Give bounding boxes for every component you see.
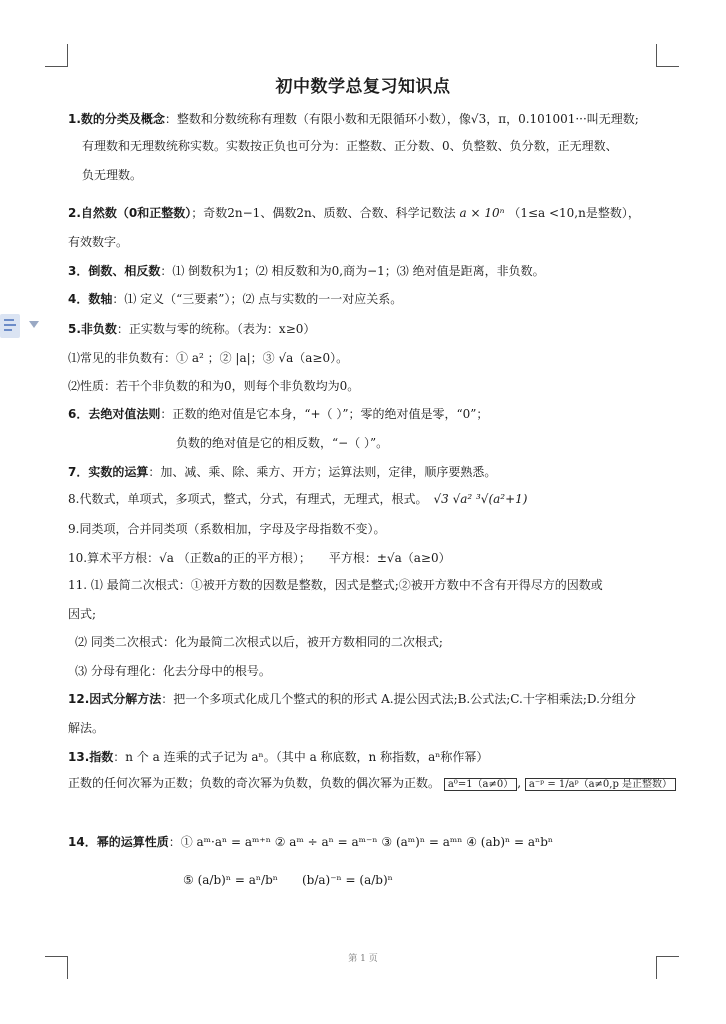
line-4: 4．数轴：⑴ 定义（“三要素”）；⑵ 点与实数的一一对应关系。	[68, 292, 403, 306]
line-13b: 正数的任何次幂为正数；负数的奇次幂为负数，负数的偶次幂为正数。 a⁰=1（a≠0） , a⁻ᵖ = 1/aᵖ（a≠0,p 是正整数）	[68, 774, 676, 794]
line-6: 6．去绝对值法则：正数的绝对值是它本身，“+（ ）”；零的绝对值是零，“0”；	[68, 407, 489, 421]
line-9: 9.同类项，合并同类项（系数相加，字母及字母指数不变）。	[68, 522, 386, 536]
line-2a: 2.自然数（0和正整数）；奇数2n−1、偶数2n、质数、合数、科学记数法 a × 10ⁿ （1≤a <10,n是整数），	[68, 206, 640, 220]
chevron-down-icon[interactable]	[29, 321, 39, 328]
line-11c: ⑵ 同类二次根式：化为最简二次根式以后，被开方数相同的二次根式;	[75, 635, 443, 649]
formula-box-negative-exponent: a⁻ᵖ = 1/aᵖ（a≠0,p 是正整数）	[525, 778, 676, 791]
crop-mark-top-left	[45, 44, 68, 67]
line-1c: 负无理数。	[82, 168, 143, 182]
line-11d: ⑶ 分母有理化：化去分母中的根号。	[75, 664, 271, 678]
formula-box-zero-exponent: a⁰=1（a≠0）	[444, 778, 517, 791]
line-13: 13.指数：n 个 a 连乘的式子记为 aⁿ。（其中 a 称底数，n 称指数，aⁿ称作幂）	[68, 750, 489, 764]
line-8: 8.代数式，单项式，多项式，整式，分式，有理式，无理式，根式。 √3 √a² ³√(a²+1)	[68, 492, 528, 506]
line-5a: ⑴常见的非负数有：① a² ；② |a|；③ √a（a≥0）。	[68, 351, 349, 365]
line-11b: 因式;	[68, 607, 97, 621]
page-number: 第 1 页	[348, 954, 378, 964]
line-1a: 1.数的分类及概念：整数和分数统称有理数（有限小数和无限循环小数），像√3，π，0.101001···叫无理数;	[68, 112, 639, 126]
line-14b: ⑤ (a/b)ⁿ = aⁿ/bⁿ (b/a)⁻ⁿ = (a/b)ⁿ	[183, 873, 393, 887]
line-5b: ⑵性质：若干个非负数的和为0，则每个非负数均为0。	[68, 379, 360, 393]
line-12: 12.因式分解方法：把一个多项式化成几个整式的积的形式 A.提公因式法;B.公式法;C.十字相乘法;D.分组分	[68, 692, 636, 706]
line-3: 3．倒数、相反数：⑴ 倒数积为1；⑵ 相反数和为0,商为−1；⑶ 绝对值是距离，非负数。	[68, 264, 545, 278]
crop-mark-top-right	[656, 44, 679, 67]
line-6b: 负数的绝对值是它的相反数，“−（ ）”。	[176, 436, 389, 450]
line-1b: 有理数和无理数统称实数。实数按正负也可分为：正整数、正分数、0、负整数、负分数，正无理数、	[82, 139, 618, 153]
line-5: 5.非负数：正实数与零的统称。（表为：x≥0）	[68, 322, 316, 336]
line-7: 7．实数的运算：加、减、乘、除、乘方、开方；运算法则，定律，顺序要熟悉。	[68, 465, 497, 479]
line-10: 10.算术平方根：√a （正数a的正的平方根）； 平方根：±√a（a≥0）	[68, 551, 451, 565]
line-12b: 解法。	[68, 721, 105, 735]
page-title: 初中数学总复习知识点	[275, 77, 451, 97]
line-14: 14．幂的运算性质：① aᵐ·aⁿ = aᵐ⁺ⁿ ② aᵐ ÷ aⁿ = aᵐ⁻ⁿ ③ (aᵐ)ⁿ = aᵐⁿ ④ (ab)ⁿ = aⁿbⁿ	[68, 835, 554, 849]
document-outline-icon[interactable]	[0, 314, 20, 338]
line-11a: 11. ⑴ 最简二次根式：①被开方数的因数是整数，因式是整式;②被开方数中不含有开得尽方的因数或	[68, 578, 603, 592]
line-2b: 有效数字。	[68, 235, 129, 249]
